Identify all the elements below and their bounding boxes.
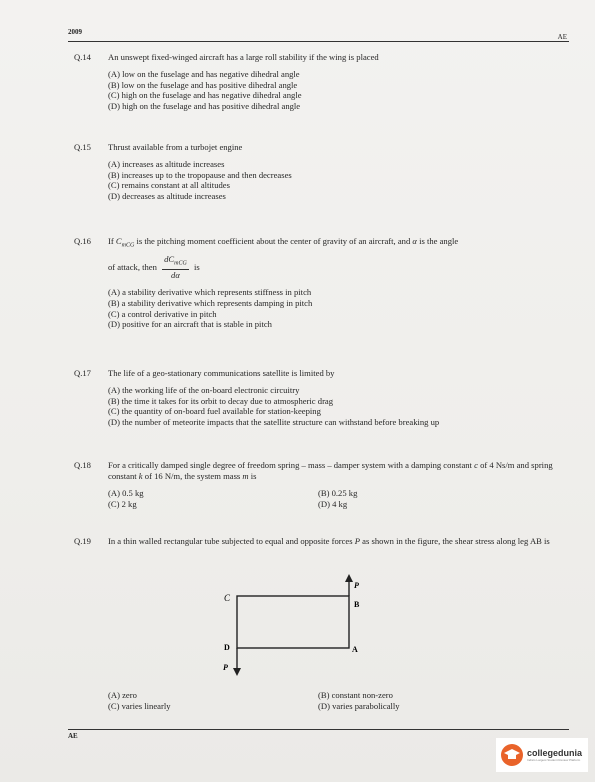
var-c: c	[474, 460, 478, 470]
options-list	[108, 159, 565, 201]
question-18	[74, 460, 565, 509]
q16-line2-a: of attack, then	[108, 261, 157, 272]
question-number: Q.19	[74, 536, 91, 546]
question-number: Q.18	[74, 460, 91, 470]
q16-text-b: is the pitching moment coefficient about the center of gravity of an aircraft, and	[136, 236, 411, 246]
q18-text-a: For a critically damped single degree of freedom spring – mass – damper system with a damping constant	[108, 460, 472, 470]
option-a: (A) low on the fuselage and has negative dihedral angle	[108, 69, 300, 79]
q18-text-b: of 4 Ns/m and spring constant	[108, 460, 553, 481]
option-c: (C) the quantity of on-board fuel available for station-keeping	[108, 406, 321, 417]
q19-text-a: In a thin walled rectangular tube subjected to equal and opposite forces	[108, 536, 353, 546]
alpha-symbol: α	[412, 236, 417, 246]
option-a: (A) 0.5 kg	[108, 488, 144, 498]
var-m: m	[242, 471, 249, 481]
question-text	[108, 460, 565, 482]
label-p-top: P	[354, 581, 359, 590]
question-text: An unswept fixed-winged aircraft has a large roll stability if the wing is placed	[108, 52, 379, 62]
option-d: (D) the number of meteorite impacts that the satellite structure can withstand before breaking up	[108, 416, 440, 427]
question-text-line2	[108, 254, 565, 282]
option-d: (D) positive for an aircraft that is stable in pitch	[108, 319, 272, 330]
footer-paper-code: AE	[68, 732, 78, 740]
header-rule	[68, 41, 569, 42]
question-number: Q.17	[74, 368, 91, 378]
option-c: (C) 2 kg	[108, 498, 137, 509]
option-b: (B) increases up to the tropopause and then decreases	[108, 169, 292, 180]
question-number: Q.16	[74, 236, 91, 246]
option-a: (A) increases as altitude increases	[108, 159, 225, 169]
var-k: k	[138, 471, 143, 481]
label-a: A	[352, 645, 358, 654]
options-list	[108, 385, 565, 427]
option-b: (B) low on the fuselage and has positive dihedral angle	[108, 79, 298, 90]
q16-text-a: If	[108, 236, 114, 246]
q18-text-d: is	[250, 471, 257, 481]
question-text	[108, 536, 565, 547]
header-paper-code: AE	[557, 33, 567, 41]
question-text: The life of a geo-stationary communications satellite is limited by	[108, 368, 335, 378]
question-17	[74, 368, 565, 427]
q16-line2-b: is	[193, 261, 200, 272]
cm-symbol: $C_{mCG}$	[115, 236, 135, 249]
header-year: 2009	[68, 28, 82, 36]
footer-rule	[68, 729, 569, 730]
collegedunia-logo	[496, 738, 588, 772]
q19-text-b: as shown in the figure, the shear stress along leg AB is	[362, 536, 550, 546]
question-number: Q.15	[74, 142, 91, 152]
option-b: (B) constant non-zero	[318, 690, 393, 700]
q18-text-c: of 16 N/m, the system mass	[144, 471, 241, 481]
option-a: (A) zero	[108, 690, 137, 700]
option-c: (C) remains constant at all altitudes	[108, 180, 230, 191]
option-a: (A) a stability derivative which represents stiffness in pitch	[108, 287, 312, 298]
label-c: C	[224, 593, 231, 603]
question-text: Thrust available from a turbojet engine	[108, 142, 243, 152]
question-16	[74, 236, 565, 330]
question-19	[74, 536, 565, 547]
option-c: (C) a control derivative in pitch	[108, 308, 217, 319]
option-b: (B) the time it takes for its orbit to decay due to atmospheric drag	[108, 395, 334, 406]
option-b: (B) a stability derivative which represents damping in pitch	[108, 298, 313, 309]
var-p: P	[354, 536, 361, 546]
option-d: (D) varies parabolically	[318, 700, 400, 711]
question-15	[74, 142, 565, 201]
label-p-bottom: P	[223, 663, 228, 672]
q16-text-c: is the angle	[419, 236, 459, 246]
option-a: (A) the working life of the on-board electronic circuitry	[108, 385, 300, 395]
question-19-options	[74, 690, 565, 711]
question-number: Q.14	[74, 52, 91, 62]
tube-outline	[237, 596, 349, 648]
question-14	[74, 52, 565, 111]
question-text	[108, 236, 565, 252]
arrow-up-icon	[345, 574, 353, 582]
label-b: B	[354, 600, 360, 609]
option-c: (C) varies linearly	[108, 700, 171, 711]
options-grid	[108, 690, 565, 711]
option-c: (C) high on the fuselage and has negative dihedral angle	[108, 90, 302, 101]
option-b: (B) 0.25 kg	[318, 488, 358, 498]
options-grid	[108, 488, 565, 509]
option-d: (D) 4 kg	[318, 498, 348, 509]
arrow-down-icon	[233, 668, 241, 676]
graduation-cap-icon	[500, 743, 524, 767]
options-list	[108, 69, 565, 111]
derivative-fraction: $\frac{dC_{mCG}}{d\alpha}$	[164, 253, 187, 281]
option-d: (D) high on the fuselage and has positive dihedral angle	[108, 100, 301, 111]
label-d: D	[224, 643, 230, 652]
logo-name: collegedunia	[527, 748, 583, 758]
option-d: (D) decreases as altitude increases	[108, 190, 226, 201]
options-list	[108, 287, 565, 329]
tube-figure	[215, 574, 365, 682]
logo-tagline: India's Largest Student Review Platform	[527, 758, 581, 762]
